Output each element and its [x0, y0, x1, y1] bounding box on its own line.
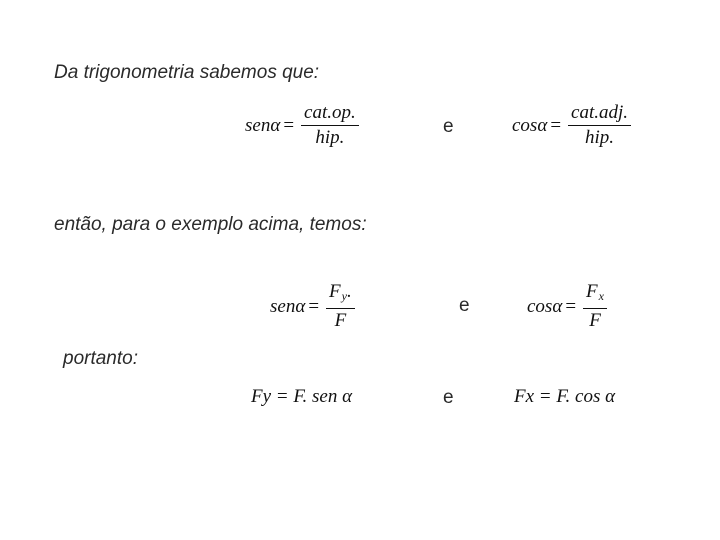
sine-lhs: senα — [245, 114, 281, 136]
cosine-lhs: cosα — [512, 114, 548, 136]
fx-result: Fx = F. cos α — [514, 386, 616, 407]
example-sine-numerator — [326, 281, 355, 309]
example-cosine-numerator — [583, 281, 607, 309]
then-text: então, para o exemplo acima, temos: — [54, 214, 367, 235]
numerator-dot: . — [346, 281, 352, 302]
example-sine-lhs: senα — [270, 295, 306, 317]
sine-definition — [245, 102, 359, 149]
cosine-definition — [512, 102, 631, 149]
example-cosine-denominator: F — [589, 310, 601, 331]
connector-e-3: e — [443, 387, 454, 408]
example-sine-denominator: F — [334, 310, 347, 331]
sine-denominator: hip. — [315, 127, 345, 148]
example-sine — [270, 281, 355, 332]
example-cosine-fraction — [583, 281, 607, 332]
cosine-fraction — [568, 102, 631, 149]
example-cosine — [527, 281, 607, 332]
example-sine-fraction — [326, 281, 355, 332]
equals-sign: = — [283, 114, 295, 136]
sine-fraction — [301, 102, 359, 149]
force-symbol: F — [329, 281, 341, 302]
subscript-y: y — [341, 289, 347, 303]
sine-numerator: cat.op. — [301, 102, 359, 126]
example-cosine-lhs: cosα — [527, 295, 563, 317]
connector-e-1: e — [443, 116, 454, 137]
cosine-numerator: cat.adj. — [568, 102, 631, 126]
connector-e-2: e — [459, 295, 470, 316]
intro-text: Da trigonometria sabemos que: — [54, 62, 320, 83]
force-symbol: F — [586, 281, 598, 302]
equals-sign: = — [550, 114, 562, 136]
equals-sign: = — [565, 295, 577, 317]
equals-sign: = — [308, 295, 320, 317]
cosine-denominator: hip. — [585, 127, 615, 148]
subscript-x: x — [598, 289, 604, 303]
therefore-text: portanto: — [63, 348, 138, 369]
fy-result: Fy = F. sen α — [251, 386, 353, 407]
